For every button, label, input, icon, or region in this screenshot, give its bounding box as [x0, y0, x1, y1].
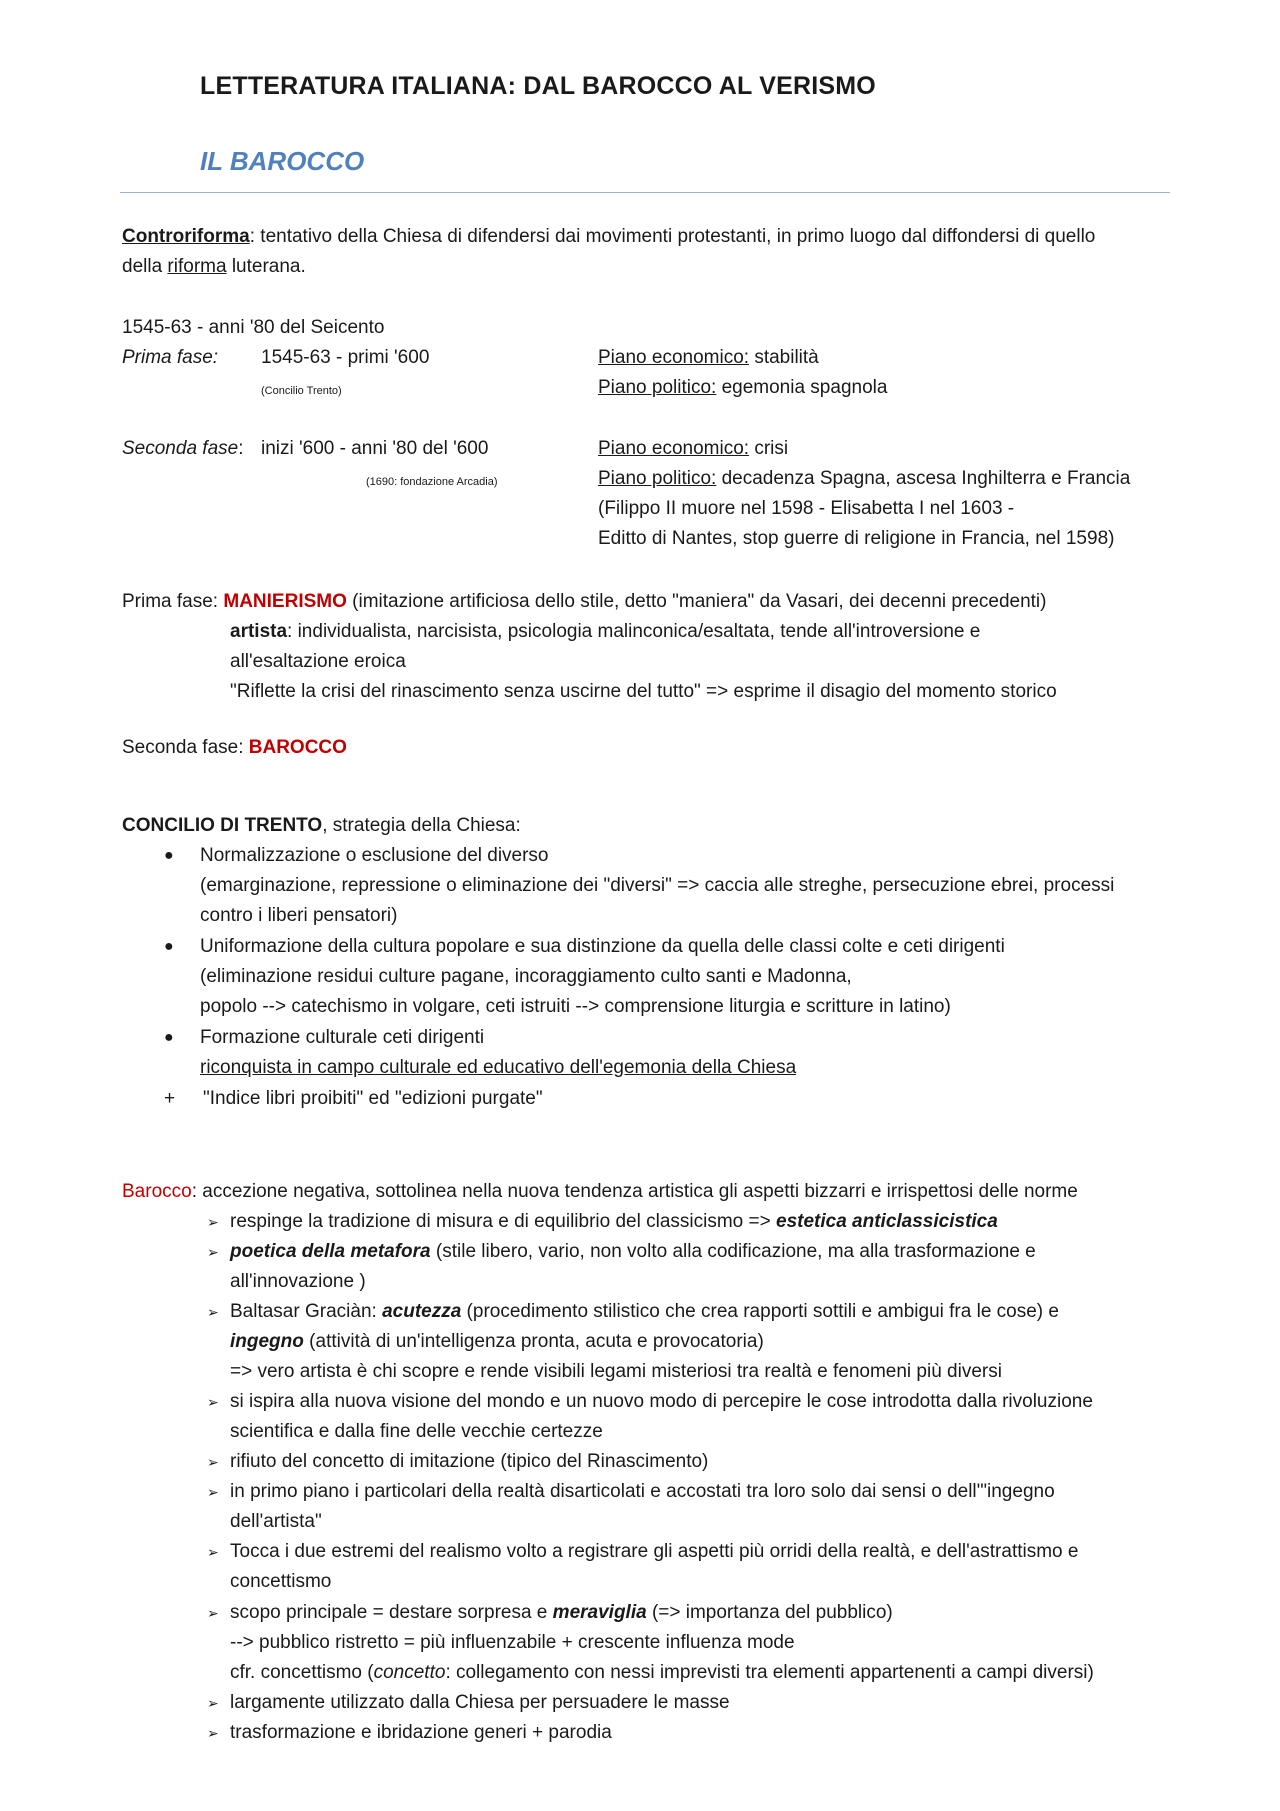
- text: : collegamento con nessi imprevisti tra elementi appartenenti a campi diversi): [445, 1662, 1094, 1683]
- text: (procedimento stilistico che crea rapporti sottili e ambigui fra le cose) e: [461, 1301, 1059, 1322]
- seconda-fase-label: [122, 437, 243, 461]
- concilio-term: CONCILIO DI TRENTO: [122, 815, 323, 836]
- text: della: [122, 256, 168, 277]
- prima-fase-note: (Concilio Trento): [261, 385, 342, 397]
- concilio-item-1: Normalizzazione o esclusione del diverso: [200, 845, 549, 866]
- emphasis: estetica anticlassicistica: [776, 1211, 998, 1232]
- controriforma-line-2: [122, 255, 306, 279]
- controriforma-term: Controriforma: [122, 226, 250, 247]
- barocco-item-7: Tocca i due estremi del realismo volto a registrare gli aspetti più orridi della realtà, e dell'astrattismo e: [230, 1541, 1079, 1562]
- concilio-item-1-l3: contro i liberi pensatori): [200, 905, 398, 926]
- text: (attività di un'intelligenza pronta, acuta e provocatoria): [303, 1331, 764, 1352]
- concilio-plus-item: "Indice libri proibiti" ed "edizioni purgate": [203, 1088, 543, 1109]
- barocco-item-4: si ispira alla nuova visione del mondo e un nuovo modo di percepire le cose introdotta dalla rivoluzione: [230, 1391, 1093, 1412]
- arrow-bullet-icon: ➢: [207, 1725, 219, 1741]
- emphasis: poetica della metafora: [230, 1241, 431, 1262]
- document-title: LETTERATURA ITALIANA: DAL BAROCCO AL VERISMO: [200, 72, 876, 100]
- barocco-item-8-l2: --> pubblico ristretto = più influenzabile + crescente influenza mode: [230, 1632, 795, 1653]
- seconda-piano-politico-l2: (Filippo II muore nel 1598 - Elisabetta I nel 1603 -: [598, 498, 1015, 519]
- seconda-fase-line: [122, 736, 347, 760]
- period-line: 1545-63 - anni '80 del Seicento: [122, 317, 385, 338]
- barocco-item-6: in primo piano i particolari della realtà disarticolati e accostati tra loro solo dai sensi o dell'"ingegno: [230, 1481, 1055, 1502]
- manierismo-line: [122, 590, 1046, 614]
- barocco-item-8-l3: [230, 1661, 1094, 1685]
- text: respinge la tradizione di misura e di equilibrio del classicismo =>: [230, 1211, 776, 1232]
- barocco-item-8: [230, 1601, 893, 1625]
- barocco-item-3-l3: => vero artista è chi scopre e rende visibili legami misteriosi tra realtà e fenomeni più diversi: [230, 1361, 1002, 1382]
- barocco-term: BAROCCO: [248, 737, 347, 758]
- emphasis: concetto: [373, 1662, 446, 1683]
- emphasis: meraviglia: [552, 1602, 647, 1623]
- seconda-fase-dates: inizi '600 - anni '80 del '600: [261, 438, 489, 459]
- text: (imitazione artificiosa dello stile, detto "maniera" da Vasari, dei decenni precedenti): [346, 591, 1047, 612]
- barocco-item-4-l2: scientifica e dalla fine delle vecchie certezze: [230, 1421, 603, 1442]
- barocco-item-3: [230, 1300, 1059, 1324]
- barocco-item-2-l2: all'innovazione ): [230, 1271, 366, 1292]
- text: (stile libero, vario, non volto alla codificazione, ma alla trasformazione e: [430, 1241, 1036, 1262]
- artista-line-2: all'esaltazione eroica: [230, 651, 406, 672]
- concilio-item-3: Formazione culturale ceti dirigenti: [200, 1027, 485, 1048]
- barocco-term: Barocco: [122, 1181, 192, 1202]
- barocco-item-1: [230, 1210, 998, 1234]
- barocco-item-9: largamente utilizzato dalla Chiesa per persuadere le masse: [230, 1692, 730, 1713]
- text: : accezione negativa, sottolinea nella nuova tendenza artistica gli aspetti bizzarri e irrispettosi delle norme: [191, 1181, 1078, 1202]
- label: Piano economico:: [598, 438, 750, 459]
- value: stabilità: [749, 347, 819, 368]
- barocco-item-5: rifiuto del concetto di imitazione (tipico del Rinascimento): [230, 1451, 709, 1472]
- value: egemonia spagnola: [716, 377, 888, 398]
- bullet-icon: ●: [164, 1029, 174, 1046]
- controriforma-line-1: [122, 225, 1095, 249]
- heading-rule: [120, 192, 1170, 193]
- seconda-fase-note: (1690: fondazione Arcadia): [366, 476, 498, 488]
- arrow-bullet-icon: ➢: [207, 1244, 219, 1260]
- emphasis: ingegno: [230, 1331, 304, 1352]
- arrow-bullet-icon: ➢: [207, 1605, 219, 1621]
- concilio-item-2: Uniformazione della cultura popolare e sua distinzione da quella delle classi colte e ceti dirigenti: [200, 936, 1005, 957]
- arrow-bullet-icon: ➢: [207, 1544, 219, 1560]
- bullet-icon: ●: [164, 938, 174, 955]
- barocco-item-10: trasformazione e ibridazione generi + parodia: [230, 1722, 612, 1743]
- bullet-icon: ●: [164, 847, 174, 864]
- arrow-bullet-icon: ➢: [207, 1394, 219, 1410]
- seconda-piano-politico: [598, 467, 1130, 491]
- text: luterana.: [226, 256, 306, 277]
- value: decadenza Spagna, ascesa Inghilterra e Francia: [716, 468, 1131, 489]
- emphasis: acutezza: [382, 1301, 462, 1322]
- concilio-item-1-l2: (emarginazione, repressione o eliminazione dei "diversi" => caccia alle streghe, persecuzione ebrei, processi: [200, 875, 1115, 896]
- arrow-bullet-icon: ➢: [207, 1695, 219, 1711]
- prima-piano-politico: [598, 376, 887, 400]
- label: Piano politico:: [598, 377, 717, 398]
- text: cfr. concettismo (: [230, 1662, 374, 1683]
- seconda-piano-economico: [598, 437, 788, 461]
- manierismo-quote: "Riflette la crisi del rinascimento senza uscirne del tutto" => esprime il disagio del momento storico: [230, 681, 1057, 702]
- section-title: IL BAROCCO: [200, 146, 365, 176]
- barocco-item-7-l2: concettismo: [230, 1571, 332, 1592]
- seconda-piano-politico-l3: Editto di Nantes, stop guerre di religione in Francia, nel 1598): [598, 528, 1115, 549]
- colon: :: [238, 438, 244, 459]
- prima-fase-label: Prima fase:: [122, 347, 219, 368]
- artista-line-1: [230, 620, 980, 644]
- concilio-heading: [122, 814, 521, 838]
- label: Piano economico:: [598, 347, 750, 368]
- arrow-bullet-icon: ➢: [207, 1304, 219, 1320]
- concilio-item-2-l2: (eliminazione residui culture pagane, incoraggiamento culto santi e Madonna,: [200, 966, 852, 987]
- value: crisi: [749, 438, 789, 459]
- arrow-bullet-icon: ➢: [207, 1214, 219, 1230]
- text: : individualista, narcisista, psicologia malinconica/esaltata, tende all'introversione e: [287, 621, 981, 642]
- label: Seconda fase: [122, 438, 239, 459]
- prima-fase-dates: 1545-63 - primi '600: [261, 347, 430, 368]
- text: (=> importanza del pubblico): [646, 1602, 893, 1623]
- barocco-definition: [122, 1180, 1078, 1204]
- text: , strategia della Chiesa:: [322, 815, 521, 836]
- plus-sign: +: [164, 1088, 176, 1109]
- text: Seconda fase:: [122, 737, 249, 758]
- label: Piano politico:: [598, 468, 717, 489]
- barocco-item-2: [230, 1240, 1036, 1264]
- controriforma-def: : tentativo della Chiesa di difendersi dai movimenti protestanti, in primo luogo dal diffondersi di quello: [249, 226, 1096, 247]
- prima-piano-economico: [598, 346, 819, 370]
- barocco-item-6-l2: dell'artista": [230, 1511, 322, 1532]
- concilio-item-2-l3: popolo --> catechismo in volgare, ceti istruiti --> comprensione liturgia e scritture in latino): [200, 996, 951, 1017]
- text: Baltasar Graciàn:: [230, 1301, 383, 1322]
- concilio-item-3-l2: riconquista in campo culturale ed educativo dell'egemonia della Chiesa: [200, 1057, 797, 1078]
- riforma-term: riforma: [167, 256, 227, 277]
- arrow-bullet-icon: ➢: [207, 1484, 219, 1500]
- text: Prima fase:: [122, 591, 224, 612]
- artista-term: artista: [230, 621, 288, 642]
- arrow-bullet-icon: ➢: [207, 1454, 219, 1470]
- text: scopo principale = destare sorpresa e: [230, 1602, 553, 1623]
- barocco-item-3-l2: [230, 1330, 764, 1354]
- manierismo-term: MANIERISMO: [223, 591, 347, 612]
